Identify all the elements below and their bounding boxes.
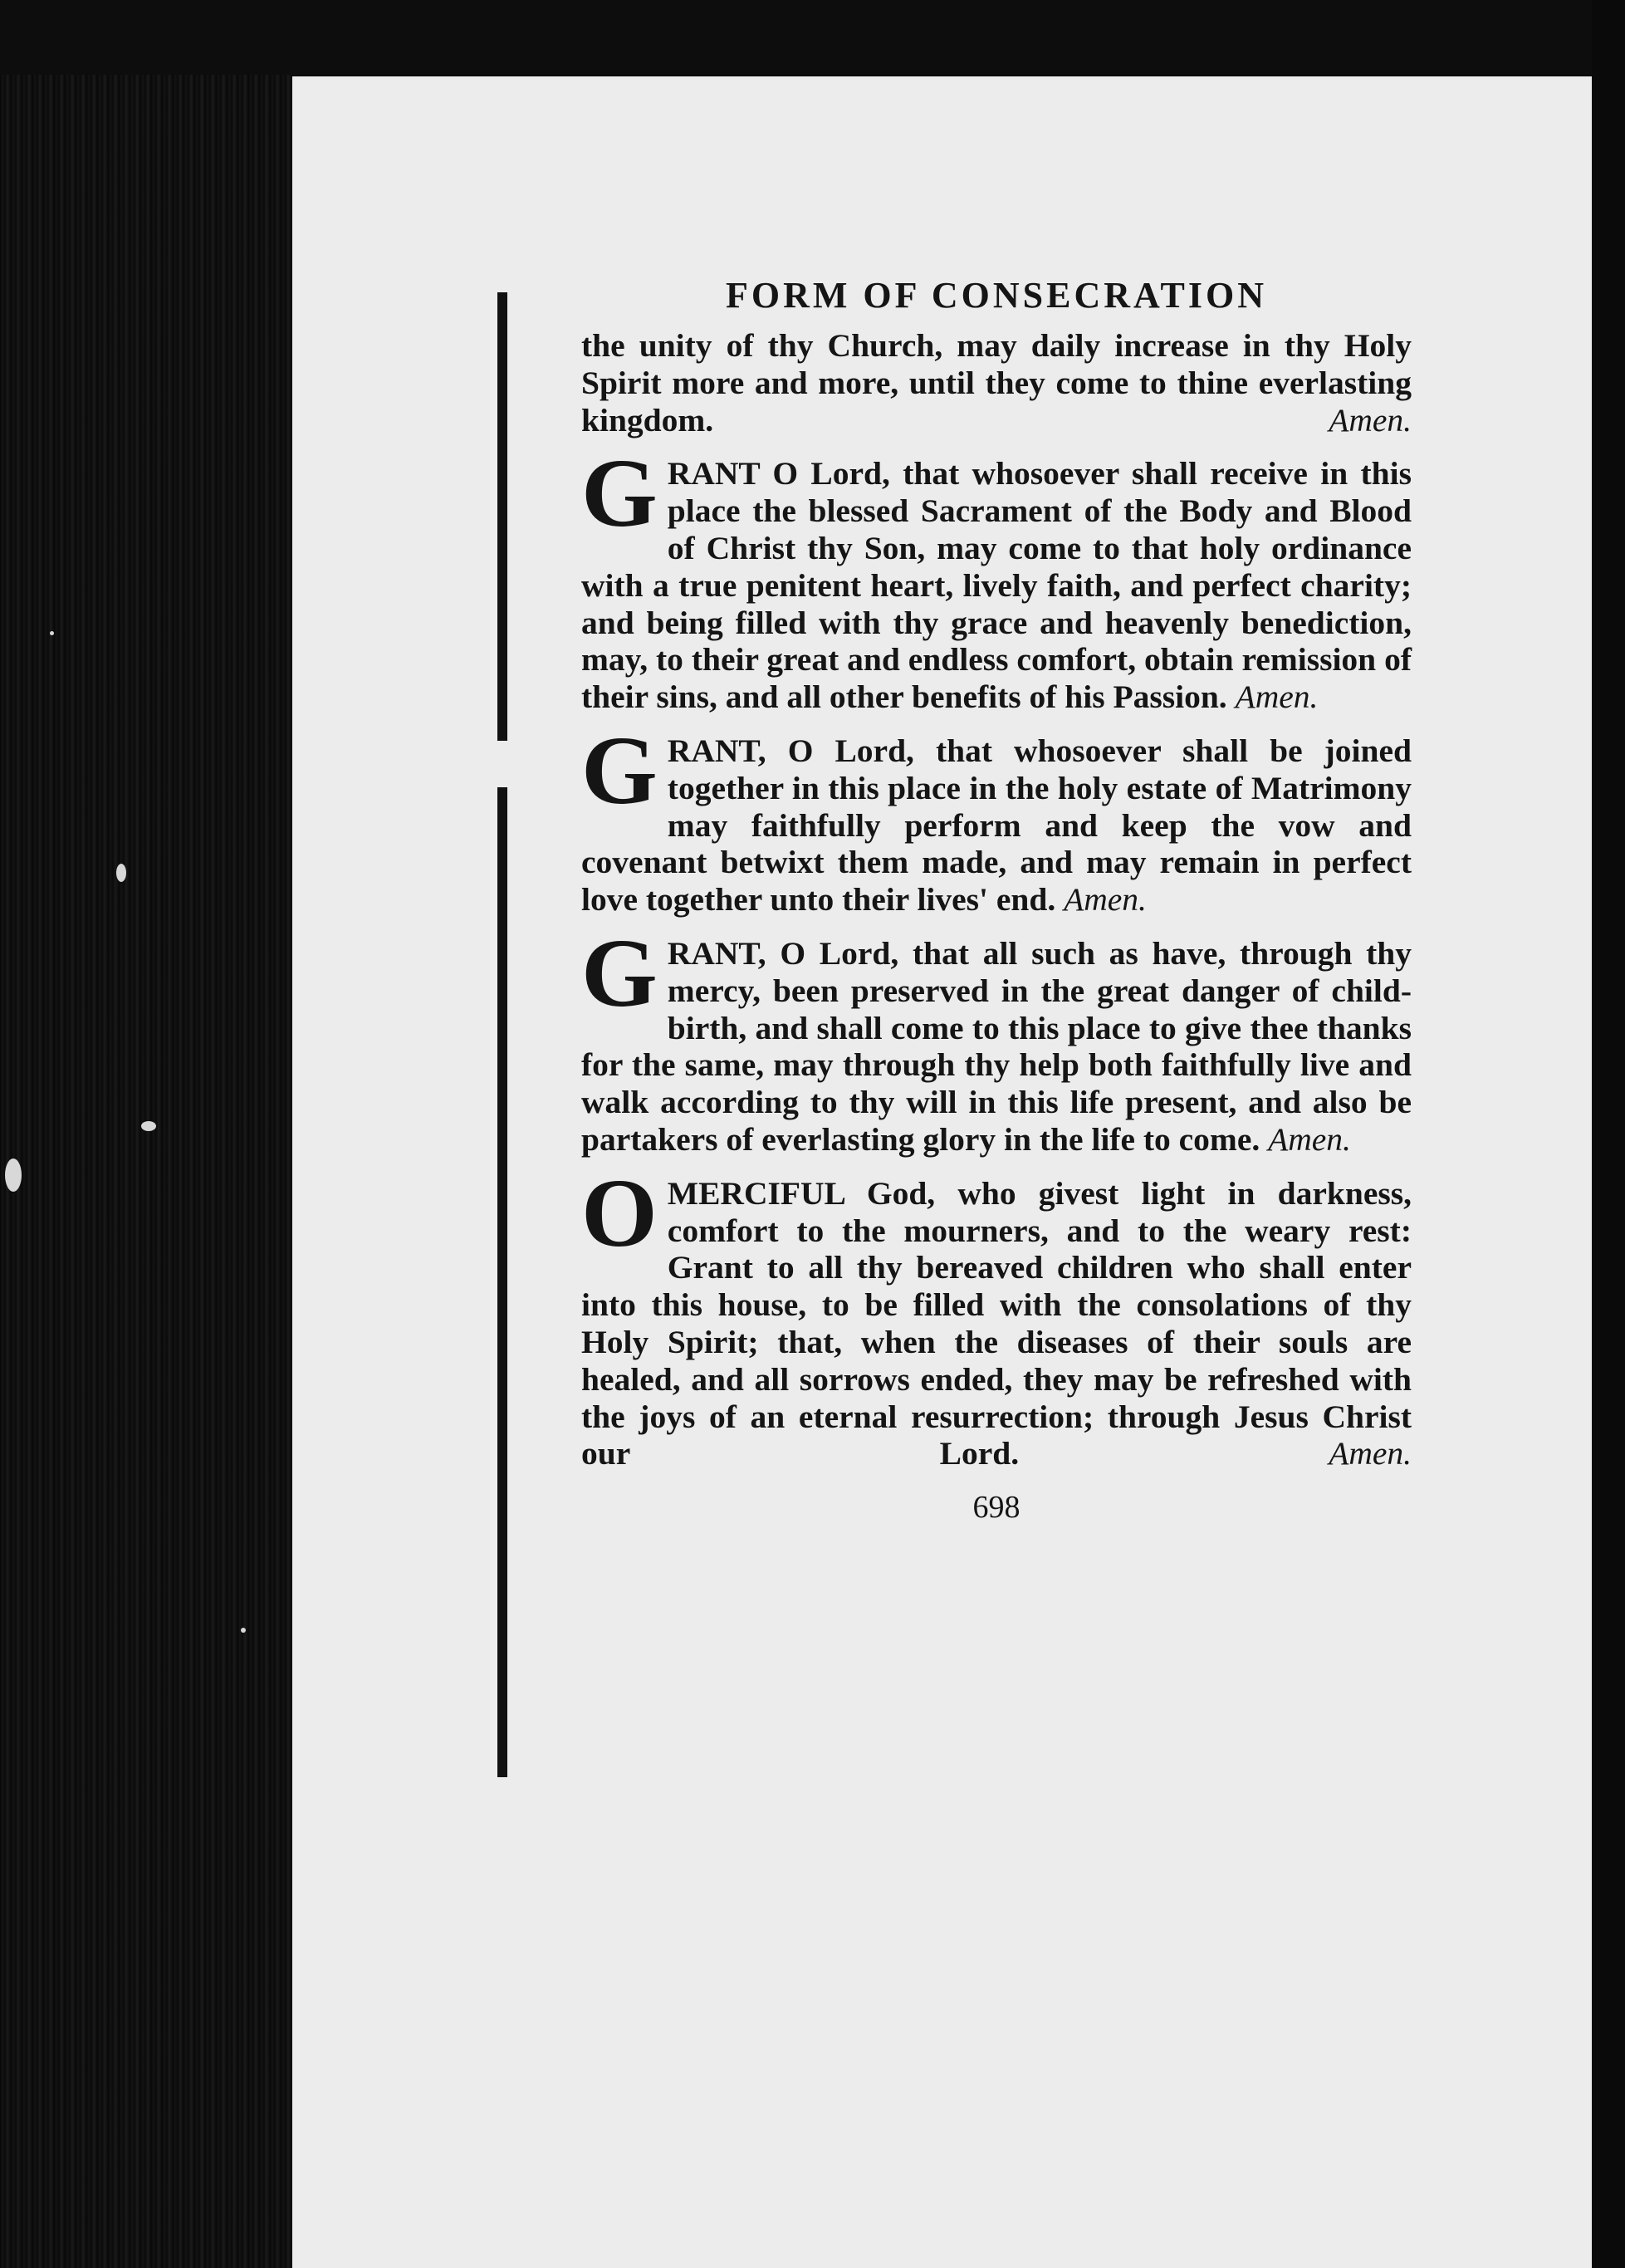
paragraph-text: RANT, O Lord, that whosoever shall be joined together in this place in the holy estate of Matrimony may faithfully perform and keep the vow and covenant betwixt them made, and may remain in perfect love together unto their lives' end. [581,732,1412,918]
prayer-sacrament [581,438,1412,716]
film-border-top [0,0,1625,75]
film-speck [141,1121,156,1131]
amen-italic: Amen. [1329,401,1412,438]
paragraph-text: RANT O Lord, that whosoever shall receive in this place the blessed Sacrament of the Body and Blood of Christ thy Son, may come to that holy ordinance with a true penitent heart, lively faith, and perfect charity; and being filled with thy grace and heavenly benediction, may, to their great and endless comfort, obtain remission of their sins, and all other benefits of his Passion. [581,455,1412,716]
paragraph-text: RANT, O Lord, that all such as have, through thy mercy, been preserved in the great danger of child-birth, and shall come to this place to give thee thanks for the same, may through thy help both faithfully live and walk according to thy will in this life present, and also be partakers of everlasting glory in the life to come. [581,934,1412,1158]
film-speck [116,864,126,882]
drop-cap: O [581,1158,658,1267]
film-speck [50,631,54,635]
page-number: 698 [972,1490,1021,1526]
prayer-mourners [581,1158,1412,1472]
margin-rule [497,292,507,741]
drop-cap: G [581,715,658,825]
film-border-right [1592,0,1625,2268]
prayer-matrimony [581,715,1412,918]
film-speck [241,1628,246,1633]
prayer-childbirth [581,918,1412,1158]
amen-italic: Amen. [1329,1435,1412,1472]
amen-italic: Amen. [1064,881,1147,918]
paragraph-text: the unity of thy Church, may daily increase in thy Holy Spirit more and more, until they come to thine everlasting kingdom. [581,327,1412,438]
film-speck [5,1158,22,1192]
paragraph-text: MERCIFUL God, who givest light in darkness, comfort to the mourners, and to the weary rest: Grant to all thy bereaved children who shall enter into this house, to be filled with the consolations of thy Holy Spirit; that, when the diseases of their souls are healed, and all sorrows ended, they may be refreshed with the joys of an eternal resurrection; through Jesus Christ our Lord. [581,1174,1412,1472]
margin-rule [497,787,507,1777]
drop-cap: G [581,438,658,548]
running-head: FORM OF CONSECRATION [726,275,1267,316]
paragraph-continuation [581,327,1412,438]
film-border-left [0,0,291,2268]
text-column [581,264,1412,1526]
amen-italic: Amen. [1268,1120,1351,1158]
amen-italic: Amen. [1235,678,1319,716]
drop-cap: G [581,918,658,1027]
